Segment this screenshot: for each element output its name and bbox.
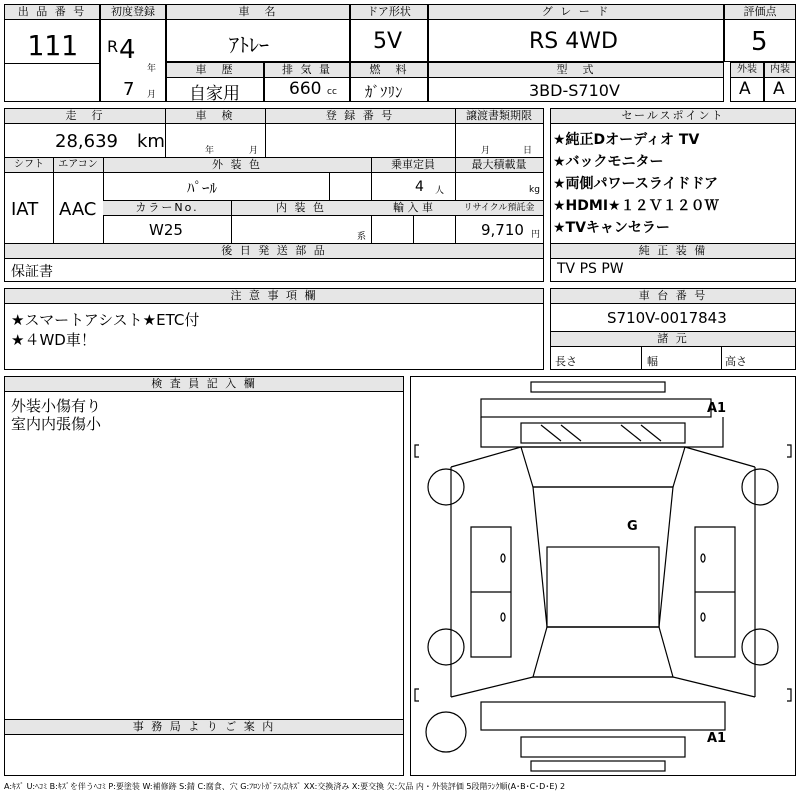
int-box [764, 62, 796, 102]
sales-item: ★TVキャンセラー [553, 220, 670, 236]
chassis-block [550, 288, 796, 370]
doors-label: ドア形状 [351, 5, 427, 20]
model-value: 3BD-S710V [529, 81, 620, 100]
history-label: 車 歴 [167, 63, 263, 78]
insp-month-unit: 月 [249, 146, 259, 156]
sales-block [550, 108, 796, 282]
int-label: 内装 [765, 63, 795, 78]
grade-box [428, 4, 724, 62]
lot-label: 出 品 番 号 [5, 5, 99, 20]
recycle-label: リサイクル預託金 [455, 201, 543, 216]
recycle-unit: 円 [531, 230, 541, 240]
grade-label: グ レ ー ド [429, 5, 723, 20]
height-label: 高さ [725, 355, 747, 368]
doors-box [350, 4, 428, 62]
chassis-number: S710V-0017843 [607, 309, 727, 327]
mileage-unit: km [137, 131, 165, 152]
inspector-block [4, 376, 404, 776]
damage-a1-bottom: A1 [707, 731, 727, 746]
mileage-label: 走 行 [5, 109, 165, 124]
sales-item: ★バックモニター [553, 154, 664, 170]
length-label: 長さ [555, 355, 577, 368]
transfer-month-unit: 月 [481, 146, 491, 156]
int-value: A [773, 79, 785, 99]
seats-value: 4 [415, 179, 424, 195]
load-unit: kg [529, 185, 540, 195]
seats-label: 乗車定員 [371, 158, 455, 173]
mileage-value: 28,639 [55, 131, 118, 152]
ext-label: 外装 [731, 63, 763, 78]
colorno-label: カラーNo. [103, 201, 231, 216]
notes-label: 注 意 事 項 欄 [5, 289, 543, 304]
name-box [166, 4, 350, 62]
color-value: ﾊﾟｰﾙ [187, 179, 218, 197]
damage-g: G [627, 519, 638, 534]
shift-value: IAT [11, 199, 39, 220]
note-line: ★スマートアシスト★ETC付 [11, 311, 200, 329]
intcolor-unit: 系 [357, 232, 367, 242]
later-label: 後 日 発 送 部 品 [5, 244, 543, 259]
model-label: 型 式 [429, 63, 723, 78]
model-box [428, 62, 724, 102]
sales-item: ★HDMI★１２Ｖ１２０Ｗ [553, 198, 719, 214]
score-label: 評価点 [725, 5, 795, 20]
score-box [724, 4, 796, 62]
damage-a1-top: A1 [707, 401, 727, 416]
car-outline [411, 377, 795, 775]
seats-unit: 人 [435, 186, 445, 196]
car-name: ｱﾄﾚｰ [229, 33, 269, 57]
inspection-label: 車 検 [165, 109, 265, 124]
colorno-value: W25 [149, 221, 183, 239]
month-unit: 月 [147, 90, 157, 100]
cc-box [264, 62, 350, 102]
sales-item: ★純正Dオーディオ TV [553, 132, 700, 148]
insp-year-unit: 年 [205, 146, 215, 156]
regno-label: 登 録 番 号 [265, 109, 455, 124]
registration-box [100, 4, 166, 102]
legend: A:ｷｽﾞ U:ﾍｺﾐ B:ｷｽﾞを伴うﾍｺﾐ P:要塗装 W:補修跡 S:錆 C:腐食、穴 G:ﾌﾛﾝﾄｶﾞﾗｽ点ｷｽﾞ XX:交換済み X:要交換 欠:欠品 内・外装評価 5段階ﾗﾝｸ順(A･B･C･D･E) 2 [4, 782, 566, 791]
intcolor-label: 内 装 色 [231, 201, 371, 216]
sales-label: セールスポイント [551, 109, 795, 124]
import-label: 輸 入 車 [371, 201, 455, 216]
grade-value: RS 4WD [529, 29, 618, 54]
lot-number: 111 [27, 29, 78, 62]
era: R [107, 37, 119, 56]
equip-value: TV PS PW [557, 261, 624, 277]
cc-value: 660 [289, 79, 322, 99]
shift-label: シフト [5, 158, 53, 173]
score-value: 5 [751, 27, 768, 57]
ext-box [730, 62, 764, 102]
cc-unit: cc [327, 87, 337, 97]
inspector-line: 室内内張傷小 [11, 415, 102, 433]
fuel-box [350, 62, 428, 102]
chassis-label: 車 台 番 号 [551, 289, 795, 304]
reg-label: 初度登録 [101, 5, 165, 20]
name-label: 車 名 [167, 5, 349, 20]
reg-year: 4 [119, 35, 136, 65]
doors-value: 5V [373, 29, 403, 54]
ac-value: AAC [59, 199, 97, 220]
later-value: 保証書 [11, 264, 53, 280]
lot-box [4, 4, 100, 102]
history-value: 自家用 [189, 84, 240, 104]
year-unit: 年 [147, 64, 157, 74]
recycle-value: 9,710 [481, 221, 524, 239]
sales-item: ★両側パワースライドドア [553, 176, 719, 192]
transfer-label: 譲渡書類期限 [455, 109, 543, 124]
details-block [4, 108, 544, 282]
inspector-line: 外装小傷有り [11, 397, 102, 415]
office-label: 事 務 局 よ り ご 案 内 [5, 720, 403, 735]
load-label: 最大積載量 [455, 158, 543, 173]
history-box [166, 62, 264, 102]
ac-label: エアコン [53, 158, 103, 173]
fuel-label: 燃 料 [351, 63, 427, 78]
inspector-label: 検 査 員 記 入 欄 [5, 377, 403, 392]
reg-month: 7 [123, 79, 135, 100]
color-label: 外 装 色 [103, 158, 371, 173]
note-line: ★４WD車！ [11, 331, 96, 349]
cc-label: 排 気 量 [265, 63, 349, 78]
width-label: 幅 [647, 355, 658, 368]
transfer-day-unit: 日 [523, 146, 533, 156]
ext-value: A [739, 79, 751, 99]
car-diagram [410, 376, 796, 776]
fuel-value: ｶﾞｿﾘﾝ [365, 83, 403, 101]
equip-label: 純 正 装 備 [551, 244, 795, 259]
notes-block [4, 288, 544, 370]
dims-label: 諸 元 [551, 332, 795, 347]
